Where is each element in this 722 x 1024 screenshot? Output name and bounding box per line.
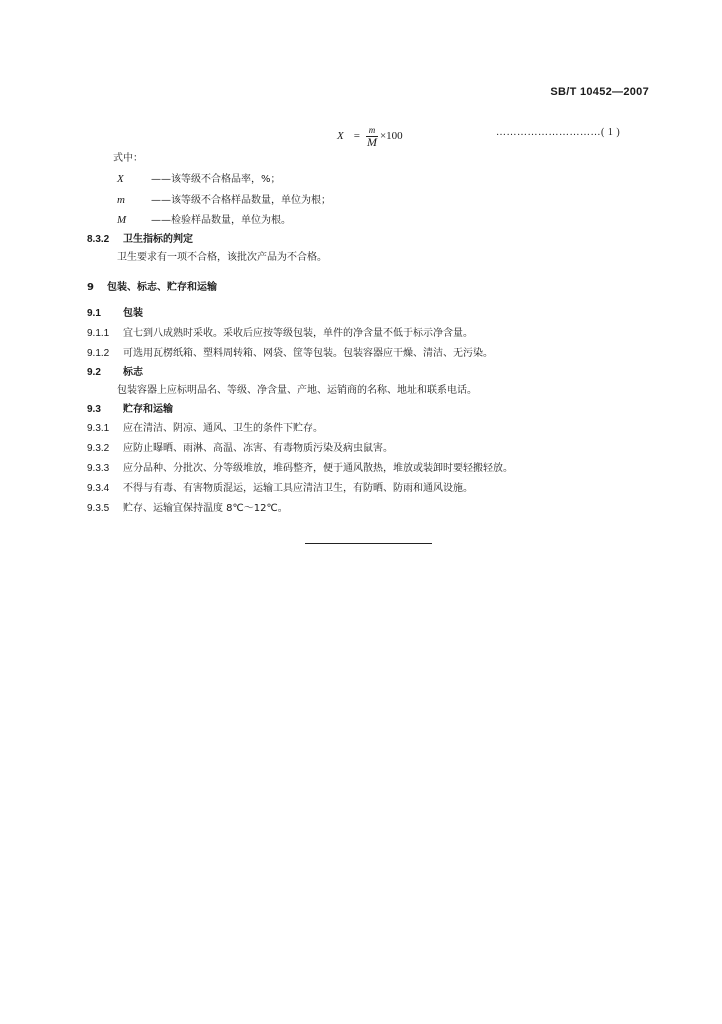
section-heading (87, 281, 217, 295)
legend-intro: 式中： (113, 153, 143, 164)
end-rule (305, 543, 432, 544)
clause-text: 不得与有毒、有害物质混运，运输工具应清洁卫生，有防晒、防雨和通风设施。 (123, 483, 473, 494)
legend-text: 该等级不合格样品数量，单位为根； (171, 195, 331, 206)
clause-number: 9.1.1 (87, 328, 110, 339)
clause-number: 9.3.1 (87, 423, 110, 434)
clause (87, 482, 473, 496)
section-title: 包装、标志、贮存和运输 (107, 282, 217, 293)
legend-text: 检验样品数量，单位为根。 (171, 215, 291, 226)
clause-text: 应分品种、分批次、分等级堆放，堆码整齐，便于通风散热，堆放或装卸时要轻搬轻放。 (123, 463, 513, 474)
legend-dash: —— (151, 195, 171, 206)
formula-variable: X (337, 130, 344, 142)
clause (87, 502, 288, 516)
section-number: 8.3.2 (87, 234, 110, 245)
formula-number-label: ( 1 ) (601, 127, 621, 138)
clause-number: 9.3.4 (87, 483, 110, 494)
formula-fraction (366, 125, 378, 148)
clause-number: 9.1.2 (87, 348, 110, 359)
legend-item (117, 172, 281, 187)
clause (87, 327, 473, 341)
legend-symbol: m (117, 194, 125, 206)
legend-text: 该等级不合格品率，%； (171, 174, 281, 185)
clause (87, 422, 323, 436)
section-number: 9.3 (87, 404, 101, 415)
clause (87, 462, 513, 476)
section-number: 9.2 (87, 367, 101, 378)
legend-dash: —— (151, 215, 171, 226)
section-heading (87, 307, 143, 321)
section-title: 卫生指标的判定 (123, 234, 193, 245)
clause-text: 可选用瓦楞纸箱、塑料周转箱、网袋、筐等包装。包装容器应干燥、清洁、无污染。 (123, 348, 493, 359)
clause (87, 347, 493, 361)
legend-item (117, 213, 291, 228)
clause-text: 应在清洁、阴凉、通风、卫生的条件下贮存。 (123, 423, 323, 434)
standard-code: SB/T 10452—2007 (550, 86, 649, 98)
formula-equals: = (353, 130, 360, 142)
legend-symbol: M (117, 214, 127, 226)
section-heading (87, 366, 143, 380)
paragraph: 包装容器上应标明品名、等级、净含量、产地、运销商的名称、地址和联系电话。 (117, 385, 477, 396)
formula-multiplier: ×100 (379, 130, 403, 142)
legend-dash: —— (151, 174, 171, 185)
section-number: 9.1 (87, 308, 101, 319)
section-heading (87, 403, 173, 417)
formula-number (496, 127, 620, 138)
clause-number: 9.3.3 (87, 463, 110, 474)
clause (87, 442, 393, 456)
clause-text: 宜七到八成熟时采收。采收后应按等级包装，单件的净含量不低于标示净含量。 (123, 328, 473, 339)
formula-dots: ………………………… (496, 127, 601, 138)
section-title: 贮存和运输 (123, 404, 173, 415)
clause-number: 9.3.2 (87, 443, 110, 454)
clause-text: 贮存、运输宜保持温度 8℃～12℃。 (123, 503, 288, 514)
legend-symbol: X (117, 173, 124, 185)
formula-numerator: m (368, 124, 376, 135)
section-title: 包装 (123, 308, 143, 319)
formula-denominator: M (366, 134, 377, 149)
paragraph: 卫生要求有一项不合格，该批次产品为不合格。 (117, 252, 327, 263)
formula (337, 121, 403, 151)
section-number: 9 (87, 282, 94, 293)
clause-text: 应防止曝晒、雨淋、高温、冻害、有毒物质污染及病虫鼠害。 (123, 443, 393, 454)
clause-number: 9.3.5 (87, 503, 110, 514)
legend-item (117, 193, 331, 208)
section-heading (87, 233, 193, 247)
section-title: 标志 (123, 367, 143, 378)
